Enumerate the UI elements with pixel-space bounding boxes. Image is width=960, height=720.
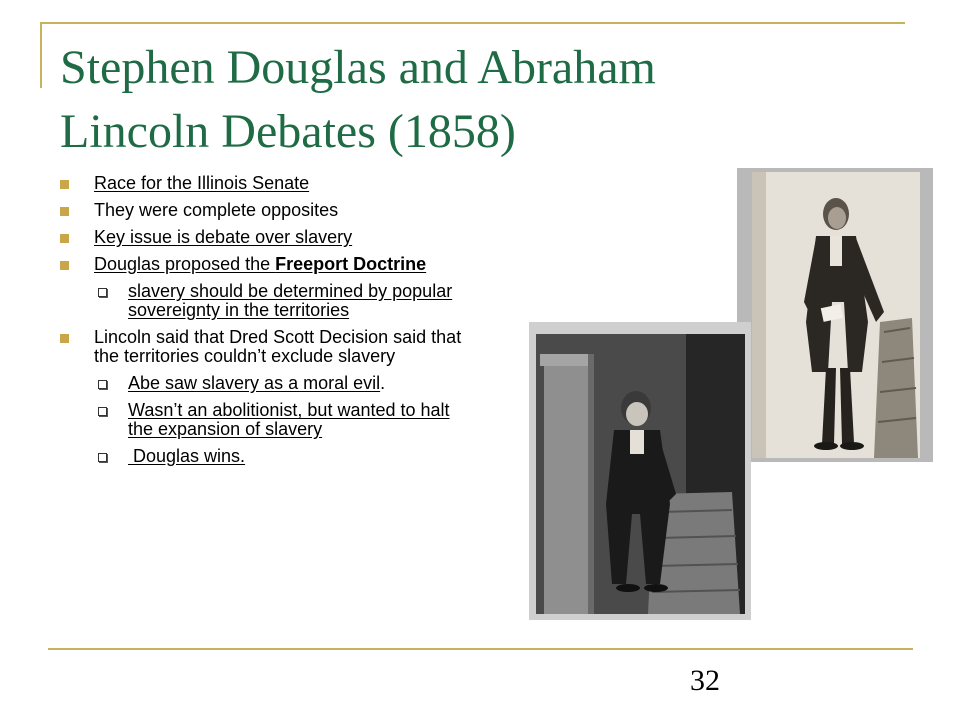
square-bullet-icon <box>60 180 69 189</box>
bullet-item <box>60 228 470 247</box>
sub-bullet-item <box>60 401 470 439</box>
sub-bullet-item <box>60 282 470 320</box>
bullet-text-part: Douglas proposed the <box>94 254 276 274</box>
sub-bullet-item <box>60 447 470 466</box>
hollow-square-bullet-icon <box>98 288 107 297</box>
hollow-square-bullet-icon <box>98 380 107 389</box>
lincoln-portrait-photo <box>737 168 933 462</box>
sub-bullet-tail: . <box>380 373 386 393</box>
sub-bullet-text: Wasn’t an abolitionist, but wanted to halt the expansion of slavery <box>128 400 450 439</box>
square-bullet-icon <box>60 207 69 216</box>
square-bullet-icon <box>60 334 69 343</box>
sub-bullet-text: Abe saw slavery as a moral evil <box>128 373 381 393</box>
bullet-item <box>60 174 470 193</box>
square-bullet-icon <box>60 261 69 270</box>
bullet-text: They were complete opposites <box>94 200 339 220</box>
bullet-list <box>60 174 470 474</box>
slide-title: Stephen Douglas and Abraham Lincoln Debates (1858) <box>60 41 656 158</box>
bullet-text: Key issue is debate over slavery <box>94 227 353 247</box>
sub-bullet-text: Douglas wins. <box>128 446 246 466</box>
hollow-square-bullet-icon <box>98 453 107 462</box>
bullet-item <box>60 328 470 366</box>
douglas-figure-illustration <box>536 334 745 614</box>
douglas-photo-image <box>536 334 745 614</box>
lincoln-photo-image <box>752 172 920 458</box>
sub-bullet-item <box>60 374 470 393</box>
lincoln-figure-illustration <box>752 172 920 458</box>
bullet-item <box>60 255 470 274</box>
top-rule <box>40 22 905 24</box>
freeport-doctrine-term: Freeport Doctrine <box>275 254 427 274</box>
left-rule <box>40 22 42 88</box>
sub-bullet-text: slavery should be determined by popular sovereignty in the territories <box>128 281 453 320</box>
bullet-text: Race for the Illinois Senate <box>94 173 310 193</box>
bullet-text: Lincoln said that Dred Scott Decision said that the territories couldn’t exclude slavery <box>94 327 462 366</box>
bullet-item <box>60 201 470 220</box>
square-bullet-icon <box>60 234 69 243</box>
douglas-portrait-photo <box>529 322 751 620</box>
page-number: 32 <box>690 664 720 697</box>
hollow-square-bullet-icon <box>98 407 107 416</box>
bottom-rule <box>48 648 913 650</box>
